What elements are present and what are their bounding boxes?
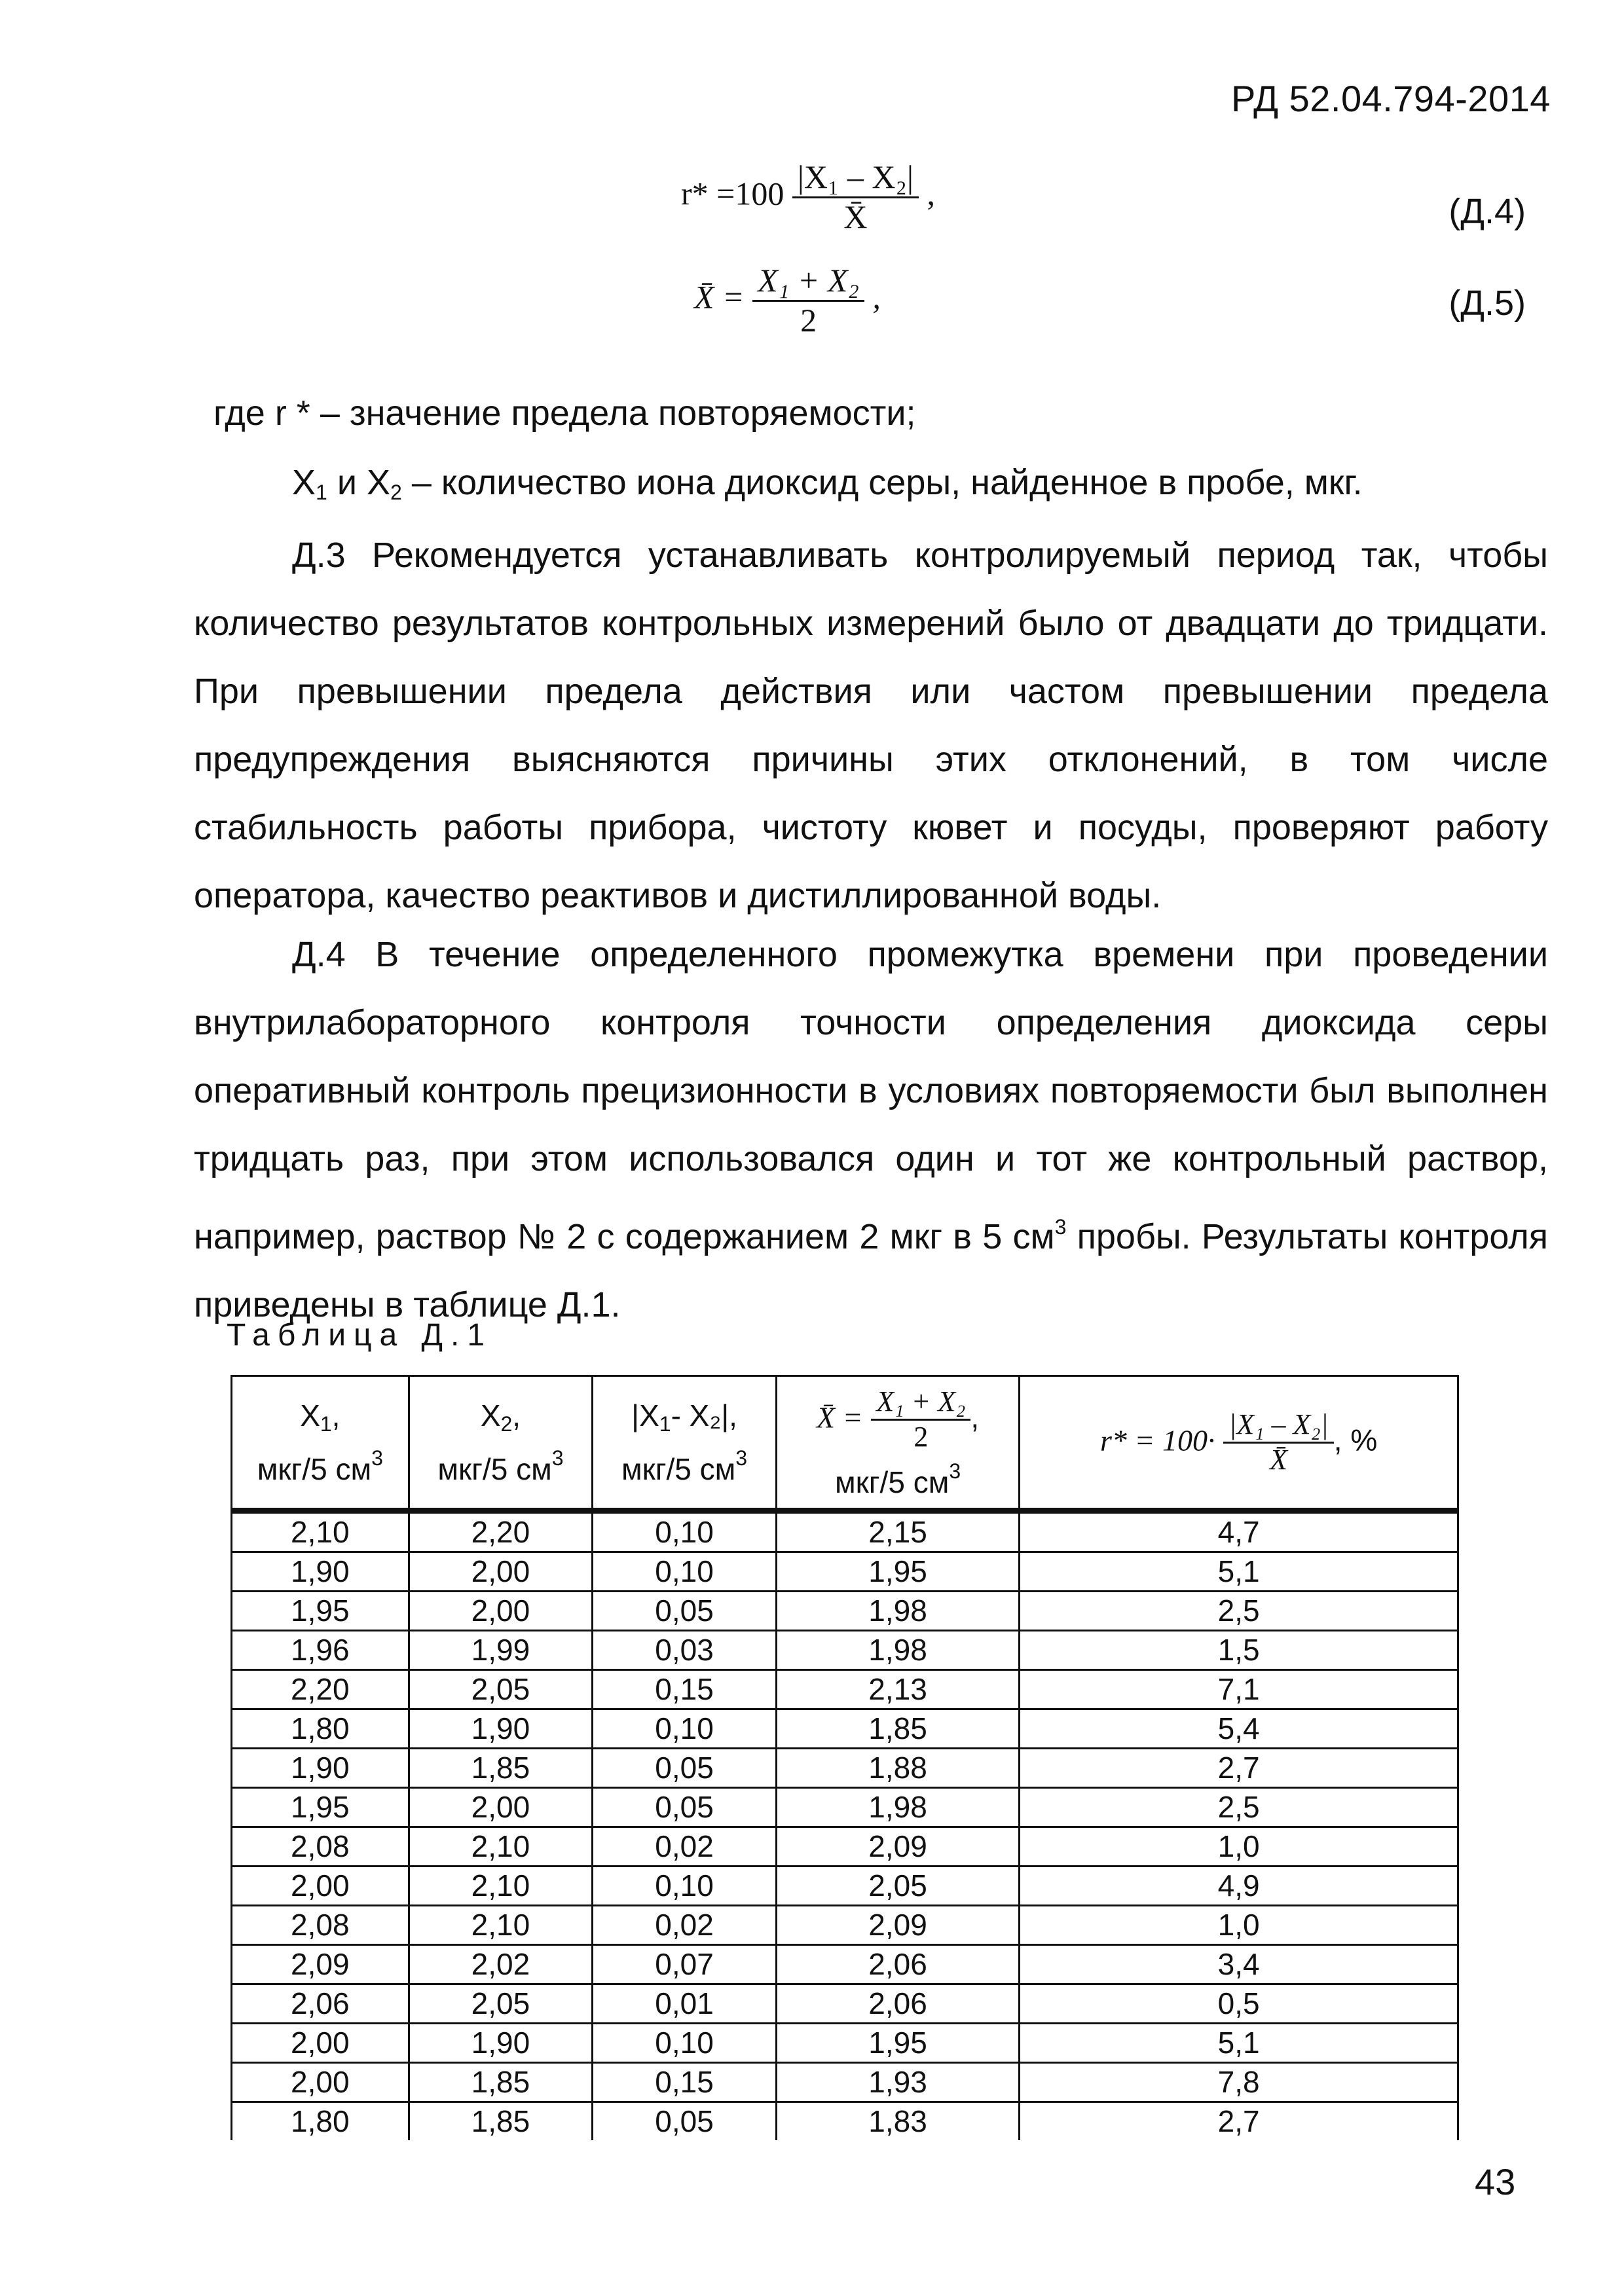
cell-x2: 2,00 [409, 1592, 593, 1631]
cell-x2: 2,10 [409, 1827, 593, 1867]
cell-x1: 2,00 [232, 2024, 409, 2063]
cell-x2: 2,20 [409, 1511, 593, 1552]
table-row [232, 1511, 1458, 1552]
formula-d5-lhs: X̄ = [694, 278, 745, 316]
where-line-1: где r * – значение предела повторяемости; [213, 393, 916, 433]
page-number: 43 [1475, 2161, 1516, 2202]
cell-x2: 1,90 [409, 2024, 593, 2063]
cell-x2: 2,02 [409, 1945, 593, 1984]
cell-x1: 2,06 [232, 1984, 409, 2024]
document-code: РД 52.04.794-2014 [1231, 78, 1551, 119]
table-row [232, 1945, 1458, 1984]
cell-x1: 2,00 [232, 2063, 409, 2102]
table-row [232, 1552, 1458, 1592]
cell-repeatability: 2,7 [1020, 1749, 1458, 1788]
where-x1-symbol: X [292, 463, 316, 502]
formula-d5-fraction [752, 262, 864, 339]
cell-abs-diff: 0,01 [593, 1984, 777, 2024]
cell-mean: 2,13 [776, 1670, 1019, 1709]
equation-number-d5: (Д.5) [1449, 283, 1526, 323]
cell-x2: 2,00 [409, 1788, 593, 1827]
table-row [232, 1631, 1458, 1670]
cell-x1: 1,96 [232, 1631, 409, 1670]
cell-repeatability: 2,5 [1020, 1788, 1458, 1827]
table-body [232, 1511, 1458, 2141]
cell-mean: 1,93 [776, 2063, 1019, 2102]
header-abs-diff: $|X_1-$ X₂|, мкг/5 $см^3$ [593, 1376, 777, 1511]
cell-mean: 2,09 [776, 1827, 1019, 1867]
cell-x1: 1,80 [232, 2102, 409, 2141]
paragraph-d4-part-a: Д.4 В течение определенного промежутка времени при проведении внутрилабораторного контроля точности определения диоксида серы оперативный контроль прецизионности в условиях повторяемости был выполнен тридцать раз, при этом использовался один и тот же контрольный раствор, например, раствор № 2 с содержанием 2 мкг в 5 см [194, 935, 1548, 1256]
cell-abs-diff: 0,03 [593, 1631, 777, 1670]
cell-mean: 2,09 [776, 1906, 1019, 1945]
cell-x1: 2,10 [232, 1511, 409, 1552]
cell-x1: 2,09 [232, 1945, 409, 1984]
cell-mean: 1,95 [776, 2024, 1019, 2063]
cell-x1: 2,08 [232, 1827, 409, 1867]
cell-repeatability: 3,4 [1020, 1945, 1458, 1984]
cell-x1: 1,90 [232, 1749, 409, 1788]
table-row [232, 1749, 1458, 1788]
cell-abs-diff: 0,10 [593, 1709, 777, 1749]
cell-x1: 2,20 [232, 1670, 409, 1709]
where-x2-symbol: и X [327, 463, 391, 502]
cell-mean: 2,15 [776, 1511, 1019, 1552]
table-caption: Таблица Д.1 [227, 1318, 493, 1353]
formula-d5-tail: , [872, 278, 881, 316]
cell-repeatability: 2,7 [1020, 2102, 1458, 2141]
cell-repeatability: 5,4 [1020, 1709, 1458, 1749]
formula-d5-numerator: X₁ + X₂ [752, 262, 864, 302]
cell-mean: 2,06 [776, 1984, 1019, 2024]
table-row [232, 1827, 1458, 1867]
where-line-2 [292, 462, 1363, 505]
cell-abs-diff: 0,05 [593, 2102, 777, 2141]
cell-x1: 1,95 [232, 1592, 409, 1631]
results-table [231, 1375, 1459, 2140]
where-x2-subscript: 2 [390, 481, 402, 504]
table-row [232, 1984, 1458, 2024]
cell-mean: 1,88 [776, 1749, 1019, 1788]
cell-repeatability: 1,5 [1020, 1631, 1458, 1670]
cell-mean: 2,06 [776, 1945, 1019, 1984]
cell-x2: 2,05 [409, 1670, 593, 1709]
cell-repeatability: 1,0 [1020, 1827, 1458, 1867]
cell-mean: 1,85 [776, 1709, 1019, 1749]
paragraph-d3-block [194, 521, 1548, 930]
cell-abs-diff: 0,10 [593, 1867, 777, 1906]
cell-mean: 1,98 [776, 1592, 1019, 1631]
cell-x1: 1,90 [232, 1552, 409, 1592]
table-row [232, 1670, 1458, 1709]
cell-x1: 2,08 [232, 1906, 409, 1945]
header-x1: $X_1$, мкг/5 $см^3$ [232, 1376, 409, 1511]
cell-x2: 1,85 [409, 2063, 593, 2102]
where-x1-subscript: 1 [316, 481, 327, 504]
cell-abs-diff: 0,10 [593, 1511, 777, 1552]
cell-x2: 2,00 [409, 1552, 593, 1592]
paragraph-d4-superscript: 3 [1054, 1215, 1067, 1239]
header-x2: $X_2$, мкг/5 $см^3$ [409, 1376, 593, 1511]
table-row [232, 2063, 1458, 2102]
table-row [232, 2024, 1458, 2063]
cell-abs-diff: 0,15 [593, 2063, 777, 2102]
paragraph-d3: Д.3 Рекомендуется устанавливать контролируемый период так, чтобы количество результатов контрольных измерений было от двадцати до тридцати. При превышении предела действия или частом превышении предела предупреждения выясняются причины этих отклонений, в том числе стабильность работы прибора, чистоту кювет и посуды, проверяют работу оператора, качество реактивов и дистиллированной воды. [194, 536, 1548, 915]
formula-d4-fraction [792, 158, 919, 236]
paragraph-d4 [194, 920, 1548, 1339]
cell-mean: 1,98 [776, 1788, 1019, 1827]
cell-mean: 1,95 [776, 1552, 1019, 1592]
cell-repeatability: 1,0 [1020, 1906, 1458, 1945]
cell-abs-diff: 0,10 [593, 1552, 777, 1592]
table-row [232, 2102, 1458, 2141]
cell-abs-diff: 0,15 [593, 1670, 777, 1709]
formula-d4-numerator: |X₁ – X₂| [792, 158, 919, 198]
cell-repeatability: 2,5 [1020, 1592, 1458, 1631]
cell-abs-diff: 0,05 [593, 1592, 777, 1631]
formula-d4-lhs: r* =100 [681, 175, 784, 212]
table-row [232, 1709, 1458, 1749]
cell-x2: 1,99 [409, 1631, 593, 1670]
formula-d4-denominator: X̄ [843, 198, 868, 235]
table-row [232, 1592, 1458, 1631]
cell-x2: 2,10 [409, 1867, 593, 1906]
formula-d4 [681, 158, 935, 236]
cell-mean: 1,98 [776, 1631, 1019, 1670]
cell-x2: 2,10 [409, 1906, 593, 1945]
cell-repeatability: 5,1 [1020, 2024, 1458, 2063]
cell-x1: 2,00 [232, 1867, 409, 1906]
cell-abs-diff: 0,02 [593, 1906, 777, 1945]
cell-mean: 2,05 [776, 1867, 1019, 1906]
table-row [232, 1906, 1458, 1945]
cell-abs-diff: 0,05 [593, 1788, 777, 1827]
cell-repeatability: 7,1 [1020, 1670, 1458, 1709]
cell-repeatability: 0,5 [1020, 1984, 1458, 2024]
table-header-row [232, 1376, 1458, 1511]
equation-number-d4: (Д.4) [1449, 192, 1526, 231]
cell-x1: 1,80 [232, 1709, 409, 1749]
formula-d5 [694, 262, 881, 339]
cell-repeatability: 4,7 [1020, 1511, 1458, 1552]
cell-mean: 1,83 [776, 2102, 1019, 2141]
cell-repeatability: 4,9 [1020, 1867, 1458, 1906]
paragraph-d4-part-b: пробы. Результаты контроля приведены в таблице Д.1. [194, 1217, 1548, 1324]
header-repeatability: r* = 100· $\frac{\text{|X₁ – X₂|}}{X̄}$ , % [1020, 1376, 1458, 1511]
paragraph-d4-block [194, 920, 1548, 1339]
cell-abs-diff: 0,05 [593, 1749, 777, 1788]
cell-x2: 2,05 [409, 1984, 593, 2024]
where-line-2-text: – количество иона диоксид серы, найденное в пробе, мкг. [401, 463, 1363, 502]
cell-x1: 1,95 [232, 1788, 409, 1827]
table-row [232, 1867, 1458, 1906]
cell-abs-diff: 0,10 [593, 2024, 777, 2063]
cell-x2: 1,90 [409, 1709, 593, 1749]
formula-d5-denominator: 2 [800, 301, 817, 338]
cell-repeatability: 7,8 [1020, 2063, 1458, 2102]
cell-repeatability: 5,1 [1020, 1552, 1458, 1592]
table-row [232, 1788, 1458, 1827]
header-mean: X̄ = $\frac{\text{X₁ + X₂}}{2}$ , мкг/5 $см^3$ [776, 1376, 1019, 1511]
formula-d4-tail: , [927, 175, 935, 212]
cell-abs-diff: 0,02 [593, 1827, 777, 1867]
cell-x2: 1,85 [409, 2102, 593, 2141]
cell-abs-diff: 0,07 [593, 1945, 777, 1984]
cell-x2: 1,85 [409, 1749, 593, 1788]
